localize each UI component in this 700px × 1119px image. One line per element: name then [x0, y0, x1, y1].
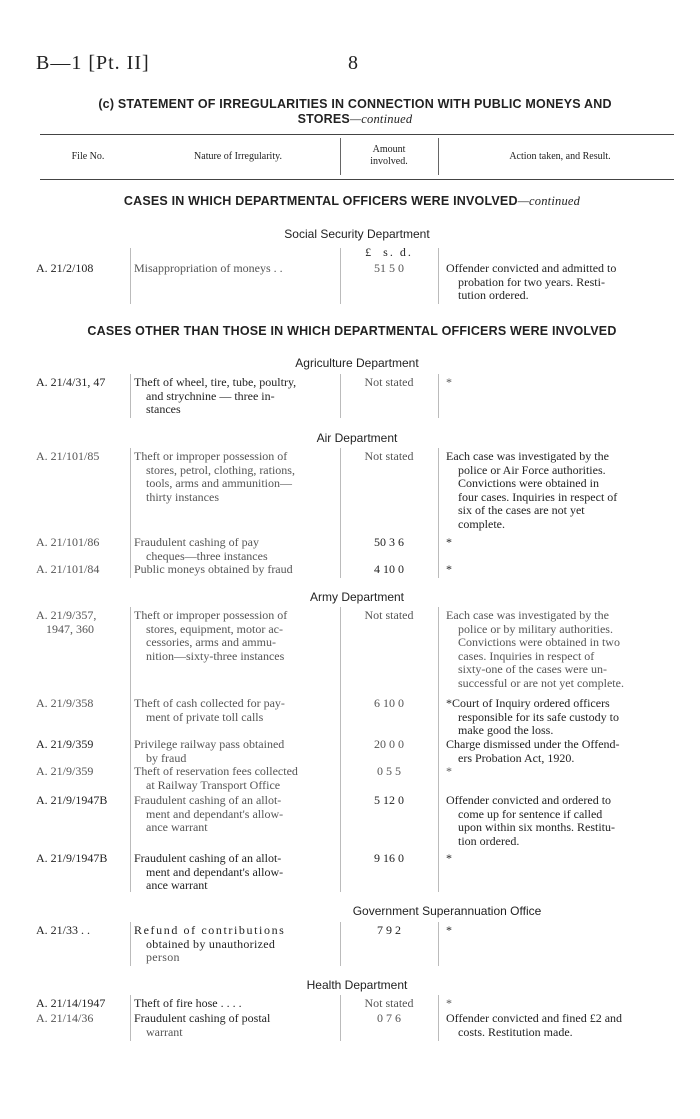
section-heading: CASES IN WHICH DEPARTMENTAL OFFICERS WERE INVOLVED—continued [123, 194, 581, 208]
column-header-amount: Amount [372, 144, 406, 155]
amount-involved: 4 10 0 [374, 562, 404, 576]
amount-involved: 50 3 6 [374, 535, 404, 549]
amount-involved: 7 9 2 [377, 923, 401, 937]
amount-involved: 51 5 0 [374, 261, 404, 275]
amount-involved: 0 5 5 [377, 764, 401, 778]
column-divider [130, 922, 131, 966]
amount-involved: 20 0 0 [374, 737, 404, 751]
irregularity-nature: Theft or improper possession of stores, equipment, motor ac- cessories, arms and ammu- nition—sixty-three instances [134, 608, 288, 663]
header-divider [340, 138, 341, 175]
column-divider [438, 448, 439, 578]
column-divider [438, 374, 439, 418]
irregularity-nature: Theft of reservation fees collected at Railway Transport Office [134, 764, 298, 792]
statement-title-line1: (c) STATEMENT OF IRREGULARITIES IN CONNECTION WITH PUBLIC MONEYS AND [98, 97, 612, 111]
irregularity-nature: Fraudulent cashing of pay cheques—three instances [134, 535, 268, 563]
column-header-nature: Nature of Irregularity. [194, 151, 282, 162]
file-number: A. 21/101/84 [36, 562, 100, 576]
column-header-amount: involved. [370, 156, 408, 167]
column-divider [340, 374, 341, 418]
file-number: A. 21/14/36 [36, 1011, 94, 1025]
action-result: *Court of Inquiry ordered officers responsible for its safe custody to make good the loss. [446, 696, 619, 738]
file-number: A. 21/9/358 [36, 696, 94, 710]
column-divider [340, 995, 341, 1041]
file-number: A. 21/33 . . [36, 923, 90, 937]
action-result: Offender convicted and fined £2 and costs. Restitution made. [446, 1011, 623, 1039]
column-divider [438, 248, 439, 304]
action-result: * [446, 923, 452, 937]
irregularity-nature: Fraudulent cashing of postal warrant [134, 1011, 271, 1039]
irregularity-nature: Theft of wheel, tire, tube, poultry, and strychnine — three in- stances [134, 375, 297, 417]
amount-involved: 0 7 6 [377, 1011, 401, 1025]
action-result: Offender convicted and ordered to come up for sentence if called upon within six months. Restitu- tion ordered. [446, 793, 616, 848]
column-divider [340, 607, 341, 892]
header-divider [438, 138, 439, 175]
irregularity-nature: Public moneys obtained by fraud [134, 562, 293, 576]
irregularity-nature: Theft or improper possession of stores, petrol, clothing, rations, tools, arms and ammunition— thirty instances [134, 449, 295, 504]
irregularity-nature: Theft of fire hose . . . . [134, 996, 242, 1010]
amount-involved: 5 12 0 [374, 793, 404, 807]
file-number: A. 21/9/1947B [36, 851, 108, 865]
department-heading: Social Security Department [284, 227, 430, 241]
irregularity-nature: Misappropriation of moneys . . [134, 261, 283, 275]
department-heading: Government Superannuation Office [352, 904, 542, 918]
continued-label: —continued [349, 112, 413, 126]
irregularity-nature: Refund of contributions obtained by unauthorized person [134, 923, 286, 965]
currency-units: £ s. d. [365, 245, 413, 259]
column-divider [340, 248, 341, 304]
column-divider [130, 448, 131, 578]
file-number: A. 21/2/108 [36, 261, 94, 275]
action-result: Charge dismissed under the Offend- ers Probation Act, 1920. [446, 737, 620, 765]
action-result: Offender convicted and admitted to probation for two years. Resti- tution ordered. [446, 261, 617, 303]
action-result: * [446, 375, 452, 389]
section-heading: CASES OTHER THAN THOSE IN WHICH DEPARTMENTAL OFFICERS WERE INVOLVED [87, 324, 617, 338]
action-result: Each case was investigated by the police or Air Force authorities. Convictions were obtained in four cases. Inquiries in respect of six of the cases are not yet complete. [446, 449, 618, 531]
column-divider [130, 374, 131, 418]
action-result: * [446, 764, 452, 778]
amount-involved: Not stated [364, 608, 414, 622]
irregularity-nature: Theft of cash collected for pay- ment of private toll calls [134, 696, 285, 724]
department-heading: Health Department [306, 978, 408, 992]
action-result: Each case was investigated by the police or by military authorities. Convictions were obtained in two cases. Inquiries in respect of sixty-one of the cases were un- successful or are not yet complete. [446, 608, 624, 690]
amount-involved: Not stated [364, 996, 414, 1010]
file-number: A. 21/101/86 [36, 535, 100, 549]
page-reference: B—1 [Pt. II] [36, 52, 150, 74]
action-result: * [446, 851, 452, 865]
page-number: 8 [348, 52, 358, 74]
amount-involved: Not stated [364, 449, 414, 463]
column-divider [438, 995, 439, 1041]
column-divider [438, 922, 439, 966]
column-header-action: Action taken, and Result. [509, 151, 611, 162]
department-heading: Agriculture Department [295, 356, 419, 370]
action-result: * [446, 535, 452, 549]
file-number: A. 21/9/359 [36, 737, 94, 751]
column-divider [340, 448, 341, 578]
column-divider [130, 607, 131, 892]
file-number: A. 21/9/359 [36, 764, 94, 778]
column-divider [340, 922, 341, 966]
irregularity-nature: Privilege railway pass obtained by fraud [134, 737, 285, 765]
file-number: A. 21/101/85 [36, 449, 100, 463]
continued-label: —continued [517, 194, 581, 208]
department-heading: Army Department [309, 590, 405, 604]
irregularity-nature: Fraudulent cashing of an allot- ment and dependant's allow- ance warrant [134, 793, 284, 835]
amount-involved: Not stated [364, 375, 414, 389]
amount-involved: 6 10 0 [374, 696, 404, 710]
action-result: * [446, 996, 452, 1010]
department-heading: Air Department [316, 431, 398, 445]
column-divider [130, 995, 131, 1041]
irregularity-nature: Fraudulent cashing of an allot- ment and dependant's allow- ance warrant [134, 851, 284, 893]
file-number: A. 21/9/357, 1947, 360 [36, 608, 97, 636]
statement-title-line2: STORES—continued [297, 112, 413, 126]
column-divider [130, 248, 131, 304]
file-number: A. 21/9/1947B [36, 793, 108, 807]
file-number: A. 21/4/31, 47 [36, 375, 106, 389]
column-header-file-no: File No. [71, 151, 105, 162]
column-divider [438, 607, 439, 892]
header-rule-bottom [40, 179, 674, 180]
header-rule-top [40, 134, 674, 135]
action-result: * [446, 562, 452, 576]
file-number: A. 21/14/1947 [36, 996, 106, 1010]
amount-involved: 9 16 0 [374, 851, 404, 865]
